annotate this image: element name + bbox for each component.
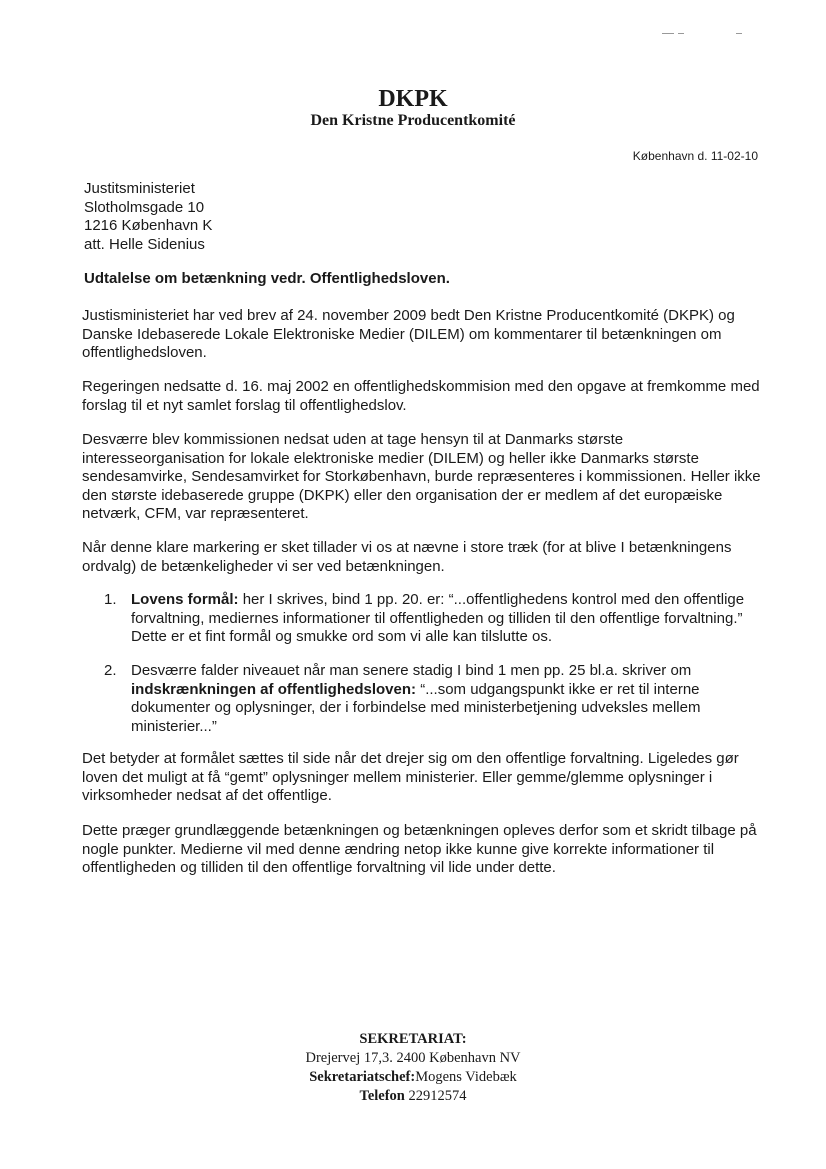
footer-address: Drejervej 17,3. 2400 København NV [305, 1050, 521, 1066]
list-body: “...som udgangspunkt ikke er ret til interne dokumenter og oplysninger, der i forbindelse med ministerbetjening udveksles mellem ministerier...” [131, 680, 701, 735]
footer-phone [0, 1087, 826, 1106]
footer-phone-number: 22912574 [408, 1088, 467, 1104]
letter-date: København d. 11-02-10 [632, 149, 758, 163]
list-intro: Desværre falder niveauet når man senere stadig I bind 1 men pp. 25 bl.a. skriver om [131, 662, 692, 679]
footer-title: SEKRETARIAT: [359, 1031, 467, 1047]
list-heading: Lovens formål: [131, 591, 239, 608]
paragraph: Når denne klare markering er sket tillader vi os at nævne i store træk (for at blive I betænkningens ordvalg) de betænkeligheder vi ser ved betænkningen. [82, 539, 732, 575]
list-text [131, 591, 766, 647]
secretariat-footer [0, 1030, 826, 1106]
list-body: her I skrives, bind 1 pp. 20. er: “...offentlighedens kontrol med den offentlige forvaltning, mediernes informationer til offentligheden og tilliden til den offentlige forvaltning.” Dette er et fint formål og smukke ord som vi alle kan tilslutte os. [131, 591, 745, 645]
org-name: DKPK [378, 86, 448, 112]
list-number: 2. [104, 662, 117, 679]
recipient-line: 1216 København K [84, 217, 213, 234]
paragraph: Dette præger grundlæggende betænkningen og betænkningen opleves derfor som et skridt tilbage på nogle punkter. Medierne vil med denne ændring netop ikke kunne give korrekte informationer til offentligheden og tilliden til den offentlige forvaltning vil lide under dette. [82, 822, 757, 876]
recipient-line: att. Helle Sidenius [84, 235, 205, 253]
paragraph: Regeringen nedsatte d. 16. maj 2002 en offentlighedskommision med den opgave at fremkomme med forslag til et nyt samlet forslag til offentlighedslov. [82, 378, 760, 414]
list-number: 1. [104, 591, 117, 608]
list-heading: indskrænkningen af offentlighedsloven: [131, 680, 417, 698]
footer-chief [0, 1068, 826, 1087]
recipient-address [84, 180, 212, 254]
scan-mark [678, 33, 684, 34]
footer-chief-name: Mogens Videbæk [415, 1069, 517, 1085]
org-full-name: Den Kristne Producentkomité [310, 112, 516, 129]
recipient-line: Justitsministeriet [84, 180, 195, 197]
paragraph: Desværre blev kommissionen nedsat uden at tage hensyn til at Danmarks største interesseorganisation for lokale elektroniske medier (DILEM) og heller ikke Danmarks største sendesamvirke, Sendesamvirket for Storkøbenhavn, burde repræsenteres i kommissionen. Heller ikke den største idebaserede gruppe (DKPK) eller den organisation der er medlem af det europæiske netværk, CFM, var repræsenteret. [82, 431, 761, 522]
footer-chief-label: Sekretariatschef: [309, 1069, 416, 1085]
scan-mark [736, 33, 742, 34]
list-text [131, 662, 766, 736]
scan-mark [662, 33, 674, 34]
letter-subject: Udtalelse om betænkning vedr. Offentlighedsloven. [84, 270, 450, 287]
footer-phone-label: Telefon [359, 1088, 405, 1104]
paragraph: Det betyder at formålet sættes til side når det drejer sig om den offentlige forvaltning. Ligeledes gør loven det muligt at få “gemt” oplysninger mellem ministerier. Eller gemme/glemme oplysninger i virksomheder nedsat af det offentlige. [82, 750, 739, 804]
paragraph: Justisministeriet har ved brev af 24. november 2009 bedt Den Kristne Producentkomité (DKPK) og Danske Idebaserede Lokale Elektroniske Medier (DILEM) om kommentarer til betænkningen om offentlighedsloven. [82, 307, 735, 361]
recipient-line: Slotholmsgade 10 [84, 198, 205, 216]
